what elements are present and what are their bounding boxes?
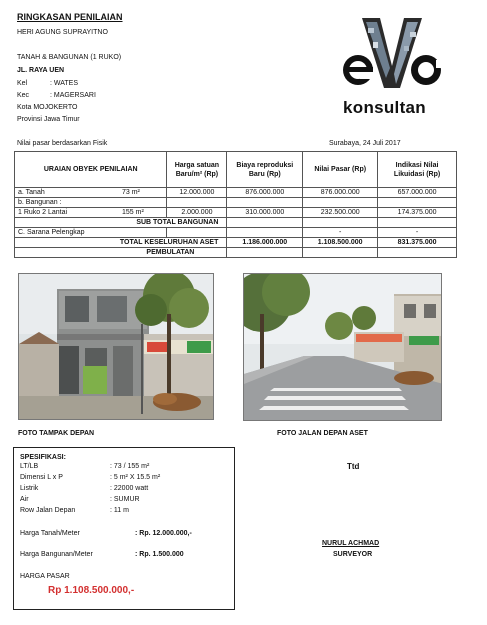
- table-row-tanah: [15, 188, 457, 198]
- total-label: TOTAL KESELURUHAN ASET: [15, 238, 227, 248]
- kec-value: : MAGERSARI: [50, 92, 96, 99]
- table-row-sarana: [15, 228, 457, 238]
- ruko-biaya: 310.000.000: [227, 208, 303, 218]
- ruko-label: 1 Ruko 2 Lantai: [18, 209, 68, 216]
- surveyor-name: NURUL ACHMAD: [322, 540, 380, 547]
- ruko-harga: 2.000.000: [167, 208, 227, 218]
- table-row-pembulatan: [15, 248, 457, 258]
- sarana-pasar: -: [303, 228, 378, 238]
- province: Provinsi Jawa Timur: [17, 116, 80, 123]
- front-photo-caption: FOTO TAMPAK DEPAN: [18, 430, 95, 437]
- spec-value-listrik: : 22000 watt: [110, 485, 149, 492]
- property-type: TANAH & BANGUNAN (1 RUKO): [17, 54, 122, 61]
- tanah-label: a. Tanah: [18, 189, 45, 196]
- spec-label-row-jalan: Row Jalan Depan: [20, 507, 76, 514]
- logo-wordmark: konsultan: [343, 98, 426, 117]
- harga-pasar-label: HARGA PASAR: [20, 573, 70, 580]
- bangunan-label: b. Bangunan :: [15, 198, 167, 208]
- harga-tanah-label: Harga Tanah/Meter: [20, 530, 80, 537]
- harga-bangunan-value: : Rp. 1.500.000: [135, 551, 184, 558]
- evo-logo-icon: [340, 14, 445, 98]
- tanah-area: 73 m²: [122, 189, 140, 196]
- sarana-label: C. Sarana Pelengkap: [15, 228, 167, 238]
- kel-value: : WATES: [50, 80, 78, 87]
- spec-value-dimensi: : 5 m² X 15.5 m²: [110, 474, 161, 481]
- street-address: JL. RAYA UEN: [17, 67, 65, 74]
- table-row-subtotal: [15, 218, 457, 228]
- basis-note: Nilai pasar berdasarkan Fisik: [17, 140, 108, 147]
- ruko-pasar: 232.500.000: [303, 208, 378, 218]
- owner-name: HERI AGUNG SUPRAYITNO: [17, 29, 108, 36]
- harga-tanah-value: : Rp. 12.000.000,-: [135, 530, 192, 537]
- spec-label-air: Air: [20, 496, 29, 503]
- spec-heading: SPESIFIKASI:: [20, 454, 66, 461]
- total-likuidasi: 831.375.000: [378, 238, 457, 248]
- table-row-total: [15, 238, 457, 248]
- table-row-ruko: [15, 208, 457, 218]
- spec-label-dimensi: Dimensi L x P: [20, 474, 63, 481]
- tanah-harga: 12.000.000: [167, 188, 227, 198]
- header-likuidasi: Indikasi Nilai Likuidasi (Rp): [378, 152, 457, 188]
- header-uraian: URAIAN OBYEK PENILAIAN: [15, 152, 167, 188]
- total-pasar: 1.108.500.000: [303, 238, 378, 248]
- signature-ttd: Ttd: [347, 462, 360, 471]
- front-view-photo: [18, 273, 214, 420]
- city: Kota MOJOKERTO: [17, 104, 78, 111]
- spec-label-lt-lb: LT/LB: [20, 463, 39, 470]
- sarana-likuidasi: -: [378, 228, 457, 238]
- pembulatan-label: PEMBULATAN: [15, 248, 227, 258]
- road-photo-caption: FOTO JALAN DEPAN ASET: [277, 430, 368, 437]
- header-harga-satuan: Harga satuan Baru/m² (Rp): [167, 152, 227, 188]
- spec-label-listrik: Listrik: [20, 485, 39, 492]
- ruko-likuidasi: 174.375.000: [378, 208, 457, 218]
- header-biaya-reproduksi: Biaya reproduksi Baru (Rp): [227, 152, 303, 188]
- spec-value-lt-lb: : 73 / 155 m²: [110, 463, 150, 470]
- spec-value-air: : SUMUR: [110, 496, 140, 503]
- tanah-likuidasi: 657.000.000: [378, 188, 457, 198]
- table-header-row: [15, 152, 457, 188]
- spec-value-row-jalan: : 11 m: [110, 507, 129, 514]
- page-title: RINGKASAN PENILAIAN: [17, 12, 123, 22]
- place-date: Surabaya, 24 Juli 2017: [329, 140, 401, 147]
- kec-label: Kec: [17, 92, 30, 99]
- subtotal-label: SUB TOTAL BANGUNAN: [15, 218, 227, 228]
- table-row-bangunan: [15, 198, 457, 208]
- surveyor-role: SURVEYOR: [333, 551, 373, 558]
- kel-label: Kel: [17, 80, 28, 87]
- harga-bangunan-label: Harga Bangunan/Meter: [20, 551, 93, 558]
- tanah-biaya: 876.000.000: [227, 188, 303, 198]
- road-view-photo: [243, 273, 442, 421]
- header-nilai-pasar: Nilai Pasar (Rp): [303, 152, 378, 188]
- company-logo: [340, 14, 445, 124]
- ruko-area: 155 m²: [122, 209, 144, 216]
- tanah-pasar: 876.000.000: [303, 188, 378, 198]
- valuation-table: [14, 151, 457, 258]
- specification-box: [13, 447, 235, 610]
- total-biaya: 1.186.000.000: [227, 238, 303, 248]
- harga-pasar-value: Rp 1.108.500.000,-: [48, 585, 135, 596]
